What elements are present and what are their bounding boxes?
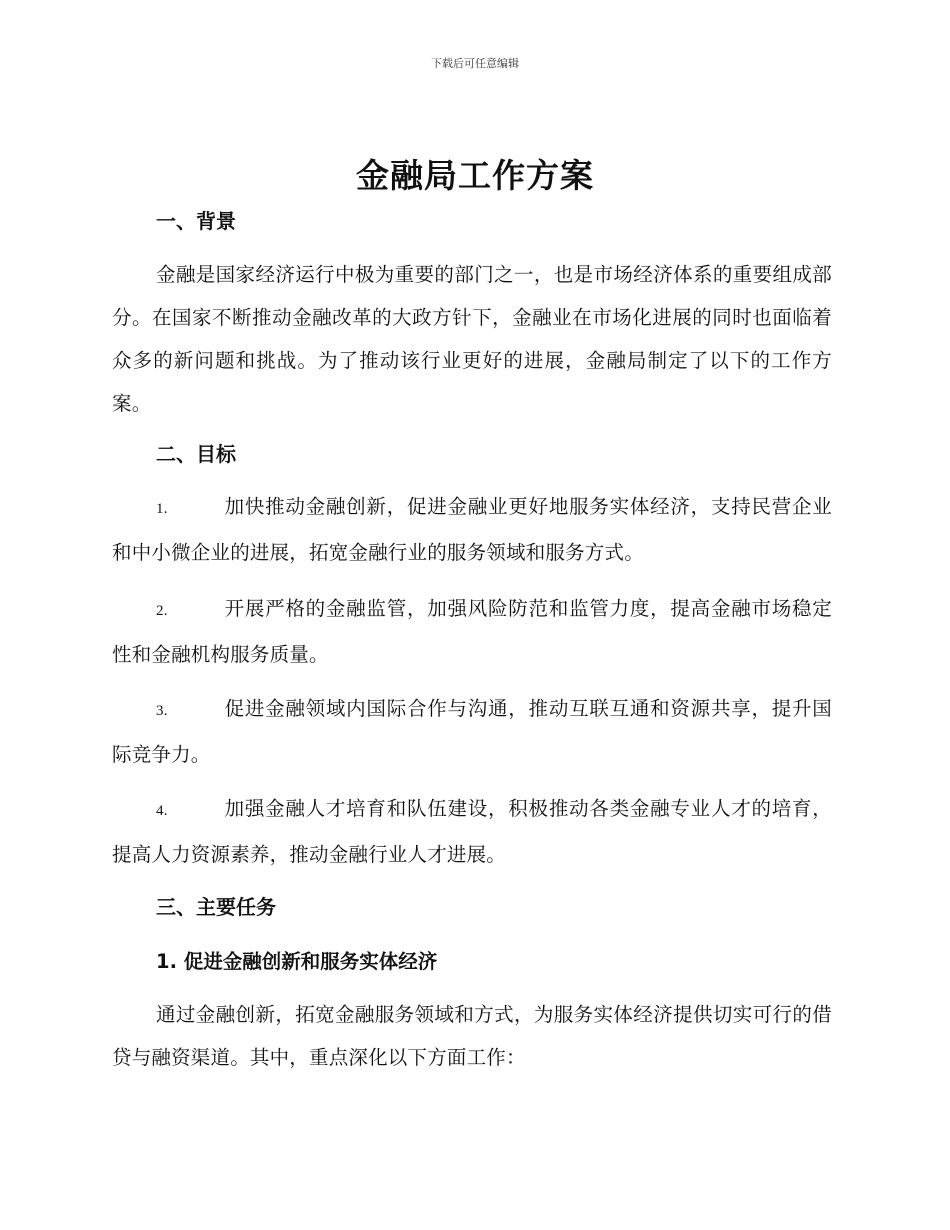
goal-item-number: 3. xyxy=(156,703,168,719)
section-heading-tasks: 三、主要任务 xyxy=(156,895,276,919)
sub-heading-task-1: 1. 促进金融创新和服务实体经济 xyxy=(156,950,438,973)
section-heading-background: 一、背景 xyxy=(156,209,236,233)
goal-item-number: 4. xyxy=(156,803,168,819)
goal-item-text: 加快推动金融创新，促进金融业更好地服务实体经济，支持民营企业和中小微企业的进展，拓宽金融行业的服务领域和服务方式。 xyxy=(112,495,832,564)
section-heading-goals: 二、目标 xyxy=(156,442,236,466)
goal-item xyxy=(112,687,832,776)
goal-item xyxy=(112,485,832,574)
goal-item-number: 2. xyxy=(156,603,168,619)
header-note: 下载后可任意编辑 xyxy=(431,57,519,70)
goal-item-text: 加强金融人才培育和队伍建设，积极推动各类金融专业人才的培育，提高人力资源素养，推动金融行业人才进展。 xyxy=(112,797,832,866)
page-title: 金融局工作方案 xyxy=(356,156,594,195)
paragraph-background: 金融是国家经济运行中极为重要的部门之一，也是市场经济体系的重要组成部分。在国家不断推动金融改革的大政方针下，金融业在市场化进展的同时也面临着众多的新问题和挑战。为了推动该行业更好的进展，金融局制定了以下的工作方案。 xyxy=(112,263,832,415)
goal-item xyxy=(112,787,832,876)
goal-item-text: 促进金融领域内国际合作与沟通，推动互联互通和资源共享，提升国际竞争力。 xyxy=(112,697,832,766)
goal-item-number: 1. xyxy=(156,501,168,517)
document-body xyxy=(112,200,832,1079)
goal-item-text: 开展严格的金融监管，加强风险防范和监管力度，提高金融市场稳定性和金融机构服务质量。 xyxy=(112,597,832,666)
goal-item xyxy=(112,587,832,676)
paragraph-task-1: 通过金融创新，拓宽金融服务领域和方式，为服务实体经济提供切实可行的借贷与融资渠道。其中，重点深化以下方面工作： xyxy=(112,1003,832,1069)
